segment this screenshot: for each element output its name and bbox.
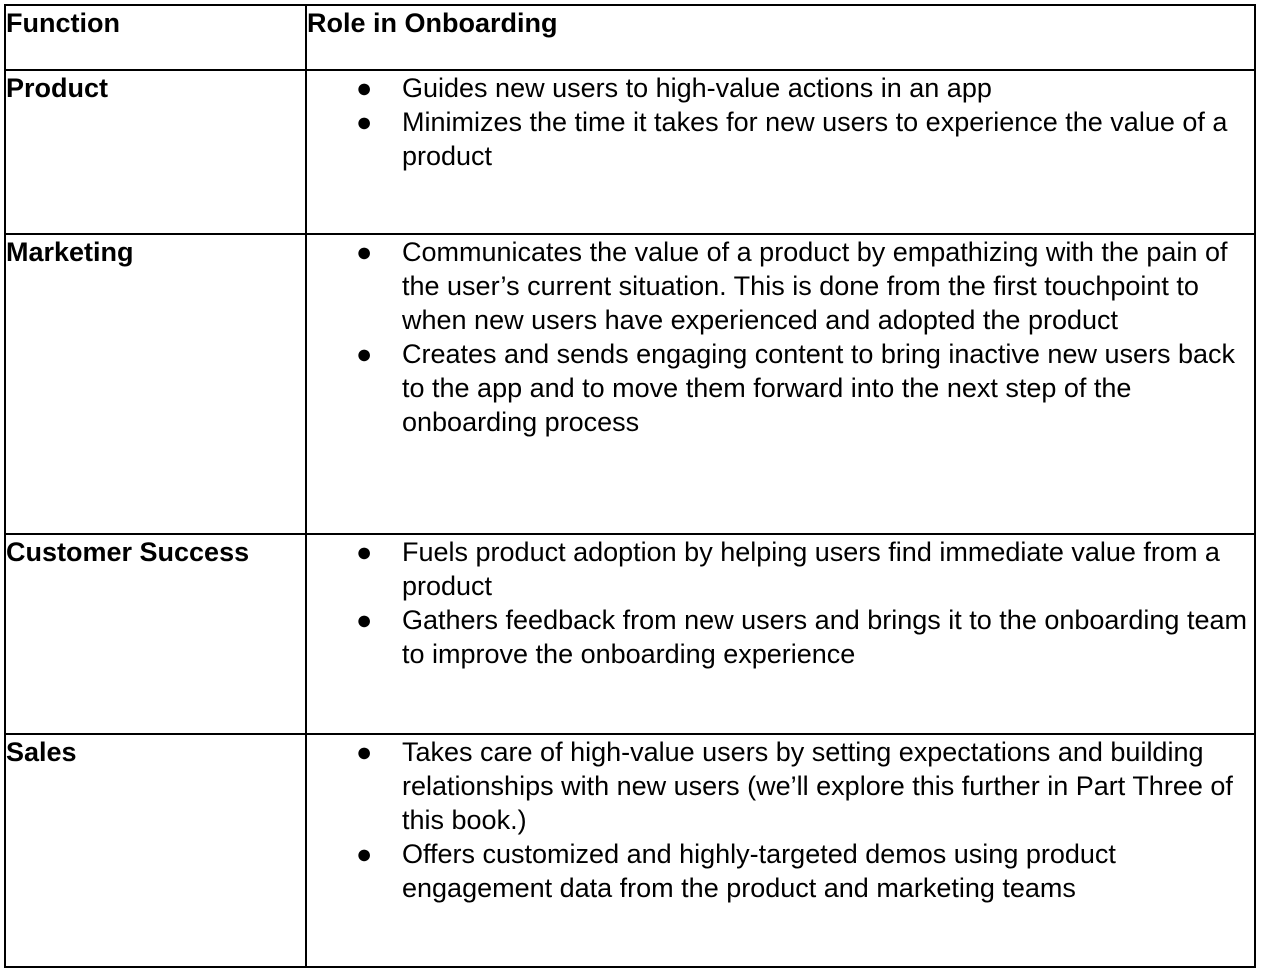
list-item bbox=[307, 535, 1254, 603]
table-row-product bbox=[5, 70, 1255, 234]
list-item bbox=[307, 603, 1254, 671]
role-text: Communicates the value of a product by empathizing with the pain of the user’s current situation. This is done from the first touchpoint to when new users have experienced and adopted the product bbox=[402, 237, 1228, 335]
role-cell-marketing bbox=[306, 234, 1255, 534]
bullet-icon: ● bbox=[356, 737, 373, 767]
function-cell-customer-success: Customer Success bbox=[5, 534, 306, 734]
role-cell-customer-success bbox=[306, 534, 1255, 734]
table-row-customer-success bbox=[5, 534, 1255, 734]
bullet-icon: ● bbox=[356, 237, 373, 267]
bullet-icon: ● bbox=[356, 107, 373, 137]
function-column-header: Function bbox=[5, 5, 306, 70]
table-header-row bbox=[5, 5, 1255, 70]
table-row-sales bbox=[5, 734, 1255, 967]
role-text: Takes care of high-value users by setting expectations and building relationships with new users (we’ll explore this further in Part Three of this book.) bbox=[402, 737, 1233, 835]
bullet-icon: ● bbox=[356, 839, 373, 869]
onboarding-roles-table bbox=[4, 4, 1256, 968]
role-text: Gathers feedback from new users and brings it to the onboarding team to improve the onboarding experience bbox=[402, 605, 1247, 669]
list-item bbox=[307, 71, 1254, 105]
role-text: Minimizes the time it takes for new users to experience the value of a product bbox=[402, 107, 1228, 171]
list-item bbox=[307, 235, 1254, 337]
list-item bbox=[307, 337, 1254, 439]
list-item bbox=[307, 735, 1254, 837]
role-list bbox=[307, 235, 1254, 439]
list-item bbox=[307, 105, 1254, 173]
bullet-icon: ● bbox=[356, 537, 373, 567]
role-text: Guides new users to high-value actions in an app bbox=[402, 73, 992, 103]
role-text: Offers customized and highly-targeted demos using product engagement data from the product and marketing teams bbox=[402, 839, 1116, 903]
table-row-marketing bbox=[5, 234, 1255, 534]
bullet-icon: ● bbox=[356, 339, 373, 369]
role-list bbox=[307, 735, 1254, 905]
role-cell-product bbox=[306, 70, 1255, 234]
role-list bbox=[307, 535, 1254, 671]
function-cell-sales: Sales bbox=[5, 734, 306, 967]
bullet-icon: ● bbox=[356, 605, 373, 635]
function-cell-product: Product bbox=[5, 70, 306, 234]
bullet-icon: ● bbox=[356, 73, 373, 103]
role-text: Fuels product adoption by helping users find immediate value from a product bbox=[402, 537, 1220, 601]
role-list bbox=[307, 71, 1254, 173]
function-cell-marketing: Marketing bbox=[5, 234, 306, 534]
role-cell-sales bbox=[306, 734, 1255, 967]
role-text: Creates and sends engaging content to bring inactive new users back to the app and to move them forward into the next step of the onboarding process bbox=[402, 339, 1236, 437]
role-column-header: Role in Onboarding bbox=[306, 5, 1255, 70]
list-item bbox=[307, 837, 1254, 905]
